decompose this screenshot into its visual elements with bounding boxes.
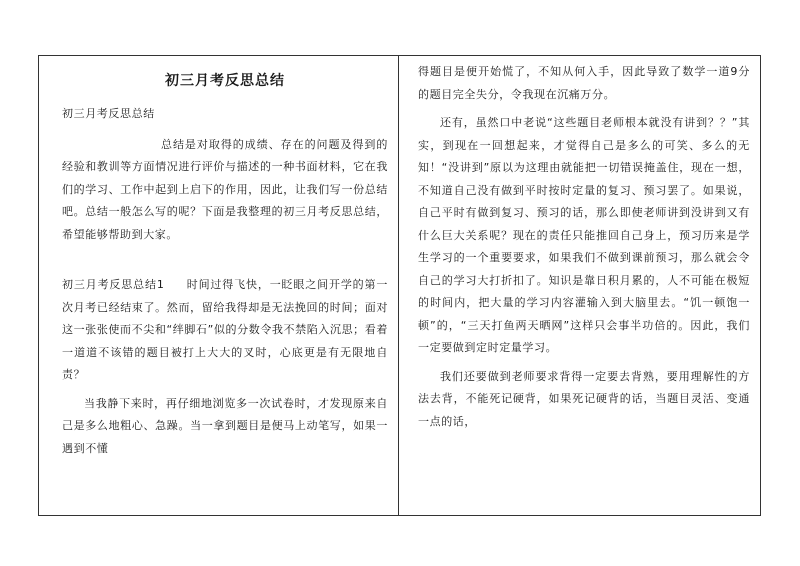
section-label: 初三月考反思总结1 [62,278,165,291]
body-paragraph: 当我静下来时，再仔细地浏览多一次试卷时，才发现原来自己是多么地粗心、急躁。当一拿到题目是便马上动笔写，如果一遇到不懂 [62,396,388,455]
body-paragraph: 还有，虽然口中老说“这些题目老师根本就没有讲到？？”其实，到现在一回想起来，才觉得自己是多么的可笑、多么的无知！“没讲到”原以为这理由就能把一切错误掩盖住，现在一想，不知道自己没有做到平时按时定量的复习、预习罢了。如果说，自己平时有做到复习、预习的话，那么即使老师讲到没讲到又有什么巨大关系呢？现在的责任只能推回自己身上，预习历来是学生学习的一个重要要求，如果我们不做到课前预习，那么就会令自己的学习大打折扣了。知识是靠日积月累的，人不可能在极短的时间内，把大量的学习内容灌输入到大脑里去。“饥一顿饱一顿”的，“三天打鱼两天晒网”这样只会事半功倍的。因此，我们一定要做到定时定量学习。 [418,116,750,354]
spacer [62,246,388,274]
section-paragraph [62,274,388,387]
document-title: 初三月考反思总结 [165,73,285,89]
body-paragraph: 我们还要做到老师要求背得一定要去背熟，要用理解性的方法去背，不能死记硬背，如果死记硬背的话，当题目灵活、变通一点的话， [418,369,750,428]
document-subtitle: 初三月考反思总结 [62,107,155,120]
body-paragraph: 得题目是便开始慌了，不知从何入手，因此导致了数学一道9分的题目完全失分，令我现在沉痛万分。 [418,65,750,101]
section-body: 时间过得飞快，一眨眼之间开学的第一次月考已经结束了。然而，留给我得却是无法挽回的时间；面对这一张张使而不尖和“绊脚石”似的分数令我不禁陷入沉思；看着一道道不该错的题目被打上大大的叉时，心底更是有无限地自责？ [62,278,388,381]
left-column [62,55,388,460]
right-column [418,61,750,433]
column-divider [398,55,399,516]
intro-paragraph: 总结是对取得的成绩、存在的问题及得到的经验和教训等方面情况进行评价与描述的一种书面材料，它在我们的学习、工作中起到上启下的作用，因此，让我们写一份总结吧。总结一般怎么写的呢？下面是我整理的初三月考反思总结，希望能够帮助到大家。 [62,137,388,241]
